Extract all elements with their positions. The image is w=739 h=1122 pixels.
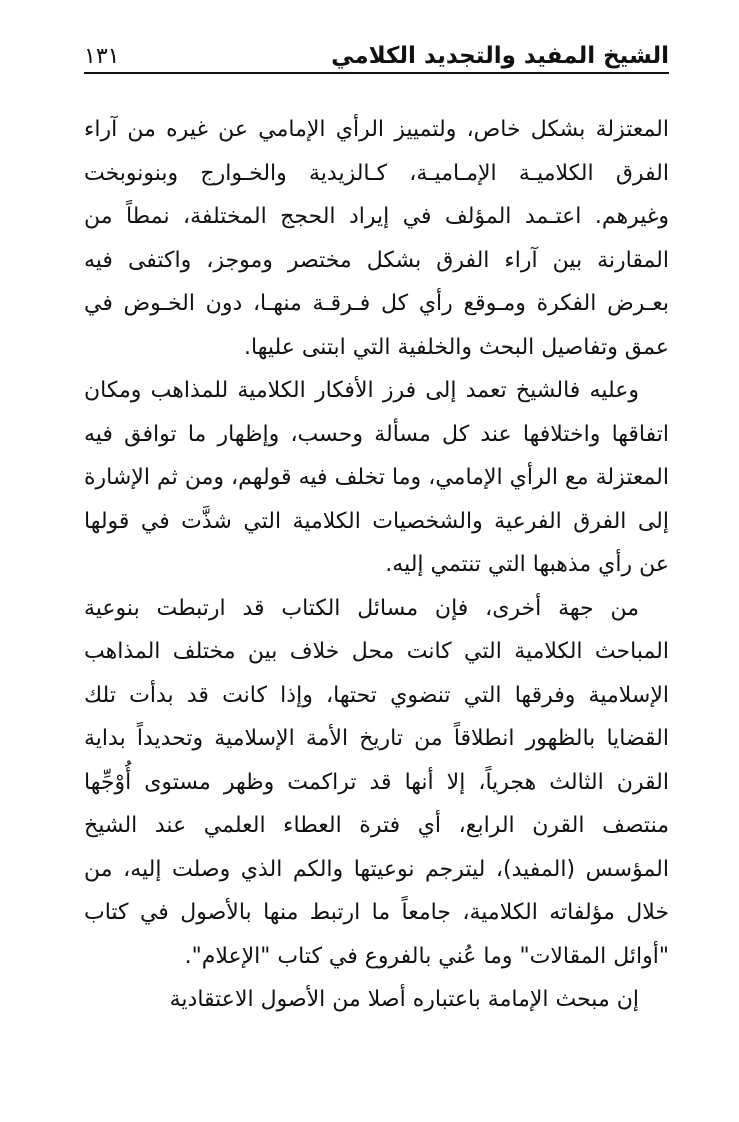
paragraph-3: من جهة أخرى، فإن مسائل الكتاب قد ارتبطت بنوعية المباحث الكلامية التي كانت محل خلاف بين مختلف المذاهب الإسلامية وفرقها التي تنضوي تحتها، وإذا كانت قد بدأت تلك القضايا بالظهور انطلاقاً من تاريخ الأمة الإسلامية وتحديداً بداية القرن الثالث هجرياً، إلا أنها قد تراكمت وظهر مستوى أُوْجِّها منتصف القرن الرابع، أي فترة العطاء العلمي عند الشيخ المؤسس (المفيد)، ليترجم نوعيتها والكم الذي وصلت إليه، من خلال مؤلفاته الكلامية، جامعاً ما ارتبط منها بالأصول في كتاب "أوائل المقالات" وما عُني بالفروع في كتاب "الإعلام".	[84, 595, 669, 969]
running-header	[84, 26, 669, 68]
paragraph-1: المعتزلة بشكل خاص، ولتمييز الرأي الإمامي عن غيره من آراء الفرق الكلاميـة الإمـاميـة، كـالزيدية والخـوارج وبنونوبخت وغيرهم. اعتـمد المؤلف في إيراد الحجج المختلفة، نمطاً من المقارنة بين آراء الفرق بشكل مختصر وموجز، واكتفى فيه بعـرض الفكرة ومـوقع رأي كل فـرقـة منهـا، دون الخـوض في عمق وتفاصيل البحث والخلفية التي ابتنى عليها.	[84, 117, 669, 360]
running-header-title: الشيخ المفيد والتجديد الكلامي	[331, 43, 669, 69]
header-rule	[84, 72, 669, 74]
page-number: ١٣١	[84, 44, 120, 69]
paragraph-4: إن مبحث الإمامة باعتباره أصلا من الأصول الاعتقادية	[169, 987, 639, 1012]
paragraph-2: وعليه فالشيخ تعمد إلى فرز الأفكار الكلامية للمذاهب ومكان اتفاقها واختلافها عند كل مسألة وحسب، وإظهار ما توافق فيه المعتزلة مع الرأي الإمامي، وما تخلف فيه قولهم، ومن ثم الإشارة إلى الفرق الفرعية والشخصيات الكلامية التي شذَّت في قولها عن رأي مذهبها التي تنتمي إليه.	[84, 378, 669, 577]
body-text	[84, 108, 669, 1022]
